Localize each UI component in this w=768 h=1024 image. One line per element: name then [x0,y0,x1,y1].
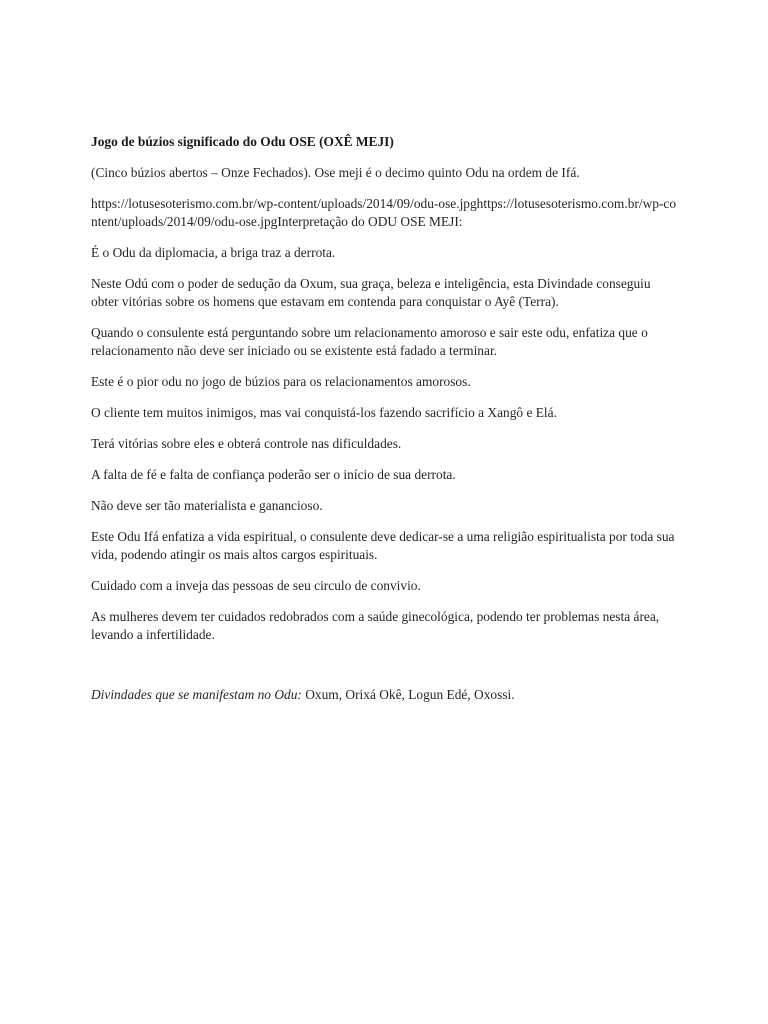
paragraph-spacer [91,657,681,686]
paragraph-intro: (Cinco búzios abertos – Onze Fechados). Ose meji é o decimo quinto Odu na ordem de Ifá. [91,165,580,180]
deities-list: Oxum, Orixá Okê, Logun Edé, Oxossi. [301,687,515,702]
paragraph-victories: Terá vitórias sobre eles e obterá controle nas dificuldades. [91,436,402,451]
paragraph-materialism: Não deve ser tão materialista e ganancioso. [91,498,323,513]
paragraph-spiritual: Este Odu Ifá enfatiza a vida espiritual, o consulente deve dedicar-se a uma religião espiritualista por toda sua vida, podendo atingir os mais altos cargos espirituais. [91,529,675,562]
paragraph-envy: Cuidado com a inveja das pessoas de seu circulo de convivio. [91,578,421,593]
paragraph-deities [91,686,681,704]
paragraph-women: As mulheres devem ter cuidados redobrados com a saúde ginecológica, podendo ter problemas nesta área, levando a infertilidade. [91,609,660,642]
paragraph-faith: A falta de fé e falta de confiança poderão ser o início de sua derrota. [91,467,456,482]
deities-label: Divindades que se manifestam no Odu: [91,687,302,702]
paragraph-enemies: O cliente tem muitos inimigos, mas vai conquistá-los fazendo sacrifício a Xangô e Elá. [91,405,557,420]
paragraph-worst-odu: Este é o pior odu no jogo de búzios para os relacionamentos amorosos. [91,374,471,389]
document-body [91,133,681,717]
paragraph-oxum: Neste Odú com o poder de sedução da Oxum, sua graça, beleza e inteligência, esta Divindade conseguiu obter vitórias sobre os homens que estavam em contenda para conquistar o Ayê (Terra). [91,276,651,309]
paragraph-relationship: Quando o consulente está perguntando sobre um relacionamento amoroso e sair este odu, enfatiza que o relacionamento não deve ser iniciado ou se existente está fadado a terminar. [91,325,648,358]
paragraph-diplomacy: É o Odu da diplomacia, a briga traz a derrota. [91,245,336,260]
document-title: Jogo de búzios significado do Odu OSE (OXÊ MEJI) [91,134,394,149]
paragraph-url: https://lotusesoterismo.com.br/wp-content/uploads/2014/09/odu-ose.jpghttps://lotusesoterismo.com.br/wp-content/uploads/2014/09/odu-ose.jpgInterpretação do ODU OSE MEJI: [91,196,677,229]
